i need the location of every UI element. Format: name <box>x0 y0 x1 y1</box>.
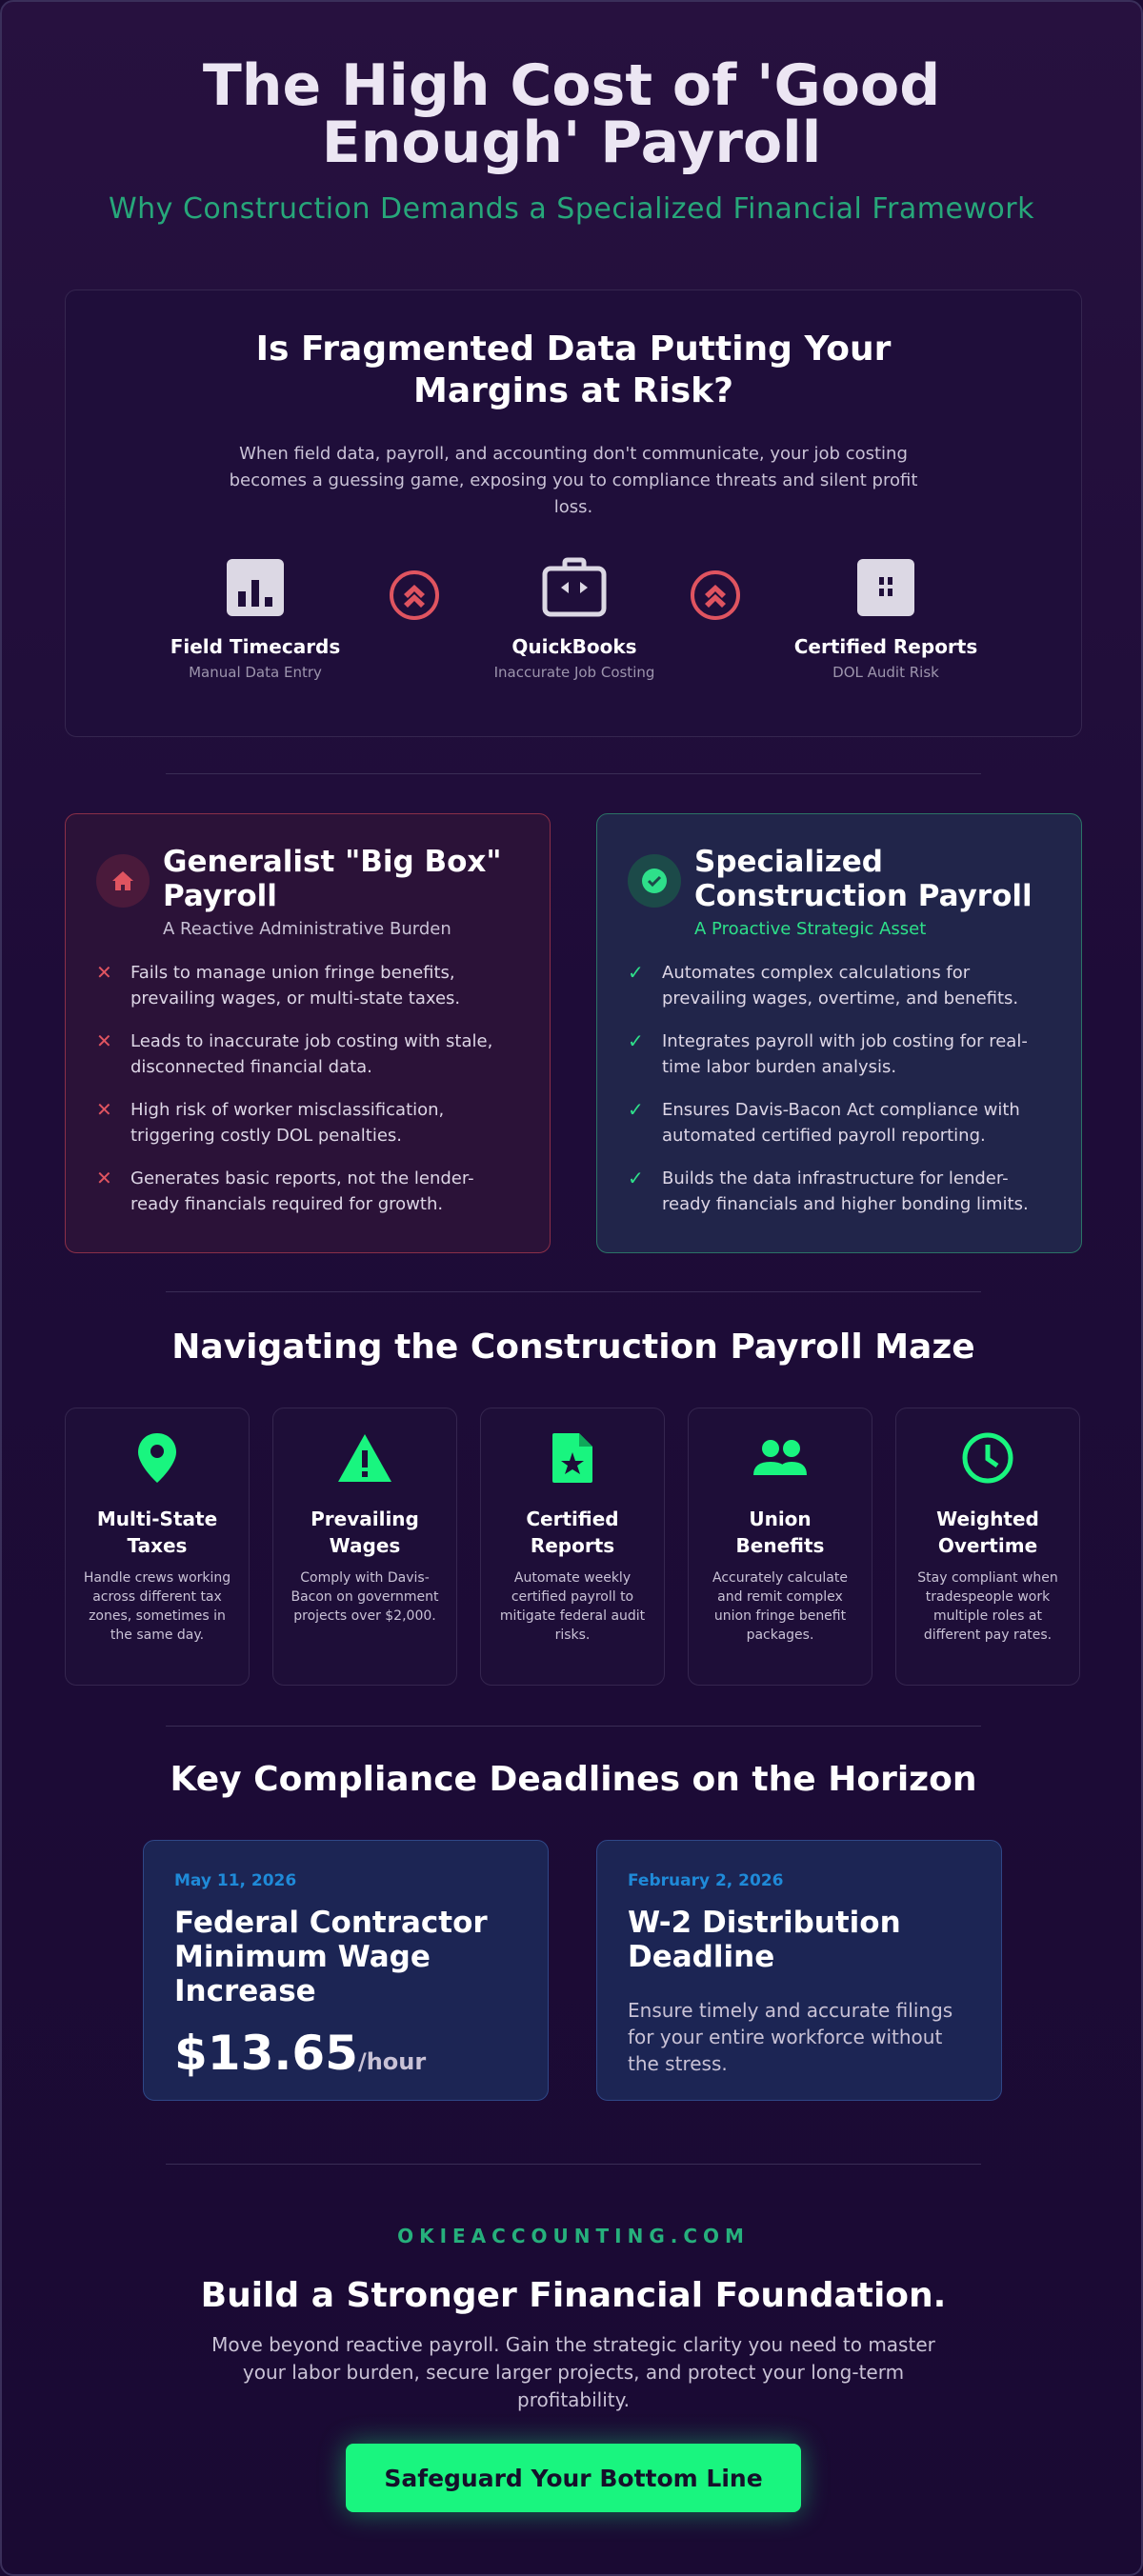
list-item-text: Automates complex calculations for prevailing wages, overtime, and benefits. <box>662 963 1019 1008</box>
header <box>2 2 1141 226</box>
list-item <box>96 1097 519 1148</box>
maze-card-description: Automate weekly certified payroll to mitigate federal audit risks. <box>499 1570 646 1643</box>
people-icon <box>750 1431 811 1485</box>
x-mark-icon: ✕ <box>96 961 112 984</box>
list-item-text: Builds the data infrastructure for lender-ready financials and higher bonding limits. <box>662 1168 1029 1214</box>
data-flow <box>66 557 1081 700</box>
x-mark-icon: ✕ <box>96 1098 112 1121</box>
brand-website: OKIEACCOUNTING.COM <box>397 2225 750 2247</box>
card-titles <box>694 845 1051 939</box>
flow-item-quickbooks <box>460 557 689 681</box>
list-item <box>628 1028 1051 1080</box>
checkmark-icon: ✓ <box>628 961 644 984</box>
wage-unit: /hour <box>357 2048 427 2075</box>
check-circle-icon <box>641 868 668 894</box>
double-chevron-up-icon <box>388 569 441 622</box>
safeguard-bottom-line-button[interactable]: Safeguard Your Bottom Line <box>346 2444 801 2512</box>
maze-card-title: Union Benefits <box>735 1508 825 1557</box>
flow-item-label: Field Timecards <box>170 635 341 658</box>
list-item-text: Generates basic reports, not the lender-ready financials required for growth. <box>130 1168 474 1214</box>
list-item-text: Integrates payroll with job costing for real-time labor burden analysis. <box>662 1031 1028 1077</box>
checkmark-icon: ✓ <box>628 1029 644 1052</box>
page-title: The High Cost of 'Good Enough' Payroll <box>202 52 941 176</box>
flow-item-label: QuickBooks <box>511 635 637 658</box>
clock-icon <box>961 1431 1014 1485</box>
deadline-description: Ensure timely and accurate filings for your entire workforce without the stress. <box>628 1999 953 2075</box>
maze-card-description: Accurately calculate and remit complex union fringe benefit packages. <box>712 1570 848 1643</box>
deadline-card-w2 <box>596 1840 1002 2101</box>
maze-card-title: Weighted Overtime <box>936 1508 1039 1557</box>
flow-item-label: Certified Reports <box>793 635 978 658</box>
list-item <box>628 1097 1051 1148</box>
star-document-icon <box>551 1431 594 1485</box>
maze-card-certified-reports <box>480 1408 665 1686</box>
list-item-text: Ensures Davis-Bacon Act compliance with automated certified payroll reporting. <box>662 1100 1020 1146</box>
warning-icon <box>336 1431 393 1485</box>
deadline-title: Federal Contractor Minimum Wage Increase <box>174 1906 488 2008</box>
checkmark-icon: ✓ <box>628 1098 644 1121</box>
x-mark-icon: ✕ <box>96 1029 112 1052</box>
maze-card-description: Comply with Davis-Bacon on government projects over $2,000. <box>291 1570 439 1624</box>
maze-card-description: Stay compliant when tradespeople work multiple roles at different pay rates. <box>917 1570 1058 1643</box>
card-header <box>96 845 519 939</box>
maze-card-title: Prevailing Wages <box>311 1508 419 1557</box>
cta-title: Build a Stronger Financial Foundation. <box>200 2276 947 2315</box>
deadlines-section-title: Key Compliance Deadlines on the Horizon <box>170 1760 977 1799</box>
briefcase-icon <box>542 557 607 618</box>
deadline-date: February 2, 2026 <box>628 1871 784 1890</box>
fragmented-data-title: Is Fragmented Data Putting Your Margins at Risk? <box>255 329 892 410</box>
checkmark-icon: ✓ <box>628 1167 644 1189</box>
specialized-points <box>628 960 1051 1217</box>
bar-chart-icon <box>225 557 286 618</box>
card-title: Generalist "Big Box" Payroll <box>163 845 502 913</box>
home-badge <box>96 854 150 908</box>
list-item <box>96 1028 519 1080</box>
wage-amount: $13.65 <box>174 2026 358 2081</box>
specialized-payroll-card <box>596 813 1082 1253</box>
home-icon <box>110 869 135 893</box>
fragmented-data-description: When field data, payroll, and accounting don't communicate, your job costing becomes a guessing game, exposing you to compliance threats and silent profit loss. <box>229 444 918 517</box>
section-divider <box>166 773 981 774</box>
list-item-text: High risk of worker misclassification, triggering costly DOL penalties. <box>130 1100 445 1146</box>
section-divider <box>166 1291 981 1292</box>
maze-card-title: Multi-State Taxes <box>96 1508 218 1557</box>
list-item-text: Leads to inaccurate job costing with stale, disconnected financial data. <box>130 1031 493 1077</box>
deadline-amount <box>174 2026 517 2081</box>
card-subtitle: A Reactive Administrative Burden <box>163 919 451 939</box>
card-header <box>628 845 1051 939</box>
maze-card-multi-state-taxes <box>65 1408 250 1686</box>
page-subtitle: Why Construction Demands a Specialized Financial Framework <box>108 192 1034 226</box>
maze-card-title: Certified Reports <box>526 1508 619 1557</box>
flow-item-sub: DOL Audit Risk <box>832 664 939 681</box>
maze-card-description: Handle crews working across different tax zones, sometimes in the same day. <box>83 1570 231 1643</box>
generalist-payroll-card <box>65 813 551 1253</box>
maze-card-weighted-overtime <box>895 1408 1080 1686</box>
maze-card-prevailing-wages <box>272 1408 457 1686</box>
fragmented-data-card <box>65 290 1082 737</box>
check-badge <box>628 854 681 908</box>
maze-section-title: Navigating the Construction Payroll Maze <box>171 1328 975 1367</box>
list-item <box>628 960 1051 1011</box>
flow-item-sub: Manual Data Entry <box>189 664 322 681</box>
deadline-date: May 11, 2026 <box>174 1871 297 1890</box>
section-divider <box>166 2164 981 2165</box>
list-item <box>96 1166 519 1217</box>
list-item <box>96 960 519 1011</box>
maze-card-union-benefits <box>688 1408 872 1686</box>
card-titles <box>163 845 519 939</box>
list-item-text: Fails to manage union fringe benefits, prevailing wages, or multi-state taxes. <box>130 963 461 1008</box>
section-divider <box>166 1726 981 1727</box>
generalist-points <box>96 960 519 1217</box>
deadline-title: W-2 Distribution Deadline <box>628 1906 901 1974</box>
card-title: Specialized Construction Payroll <box>694 845 1033 913</box>
card-subtitle: A Proactive Strategic Asset <box>694 919 927 939</box>
list-item <box>628 1166 1051 1217</box>
double-chevron-up-icon <box>689 569 742 622</box>
x-mark-icon: ✕ <box>96 1167 112 1189</box>
flow-item-sub: Inaccurate Job Costing <box>493 664 655 681</box>
flow-item-certified-reports <box>772 557 1000 681</box>
map-pin-icon <box>136 1431 178 1485</box>
cta-description: Move beyond reactive payroll. Gain the strategic clarity you need to master your labor burden, secure larger projects, and protect your long-term profitability. <box>211 2333 935 2411</box>
report-icon <box>855 557 916 618</box>
deadline-card-minimum-wage <box>143 1840 549 2101</box>
flow-item-field-timecards <box>141 557 370 681</box>
